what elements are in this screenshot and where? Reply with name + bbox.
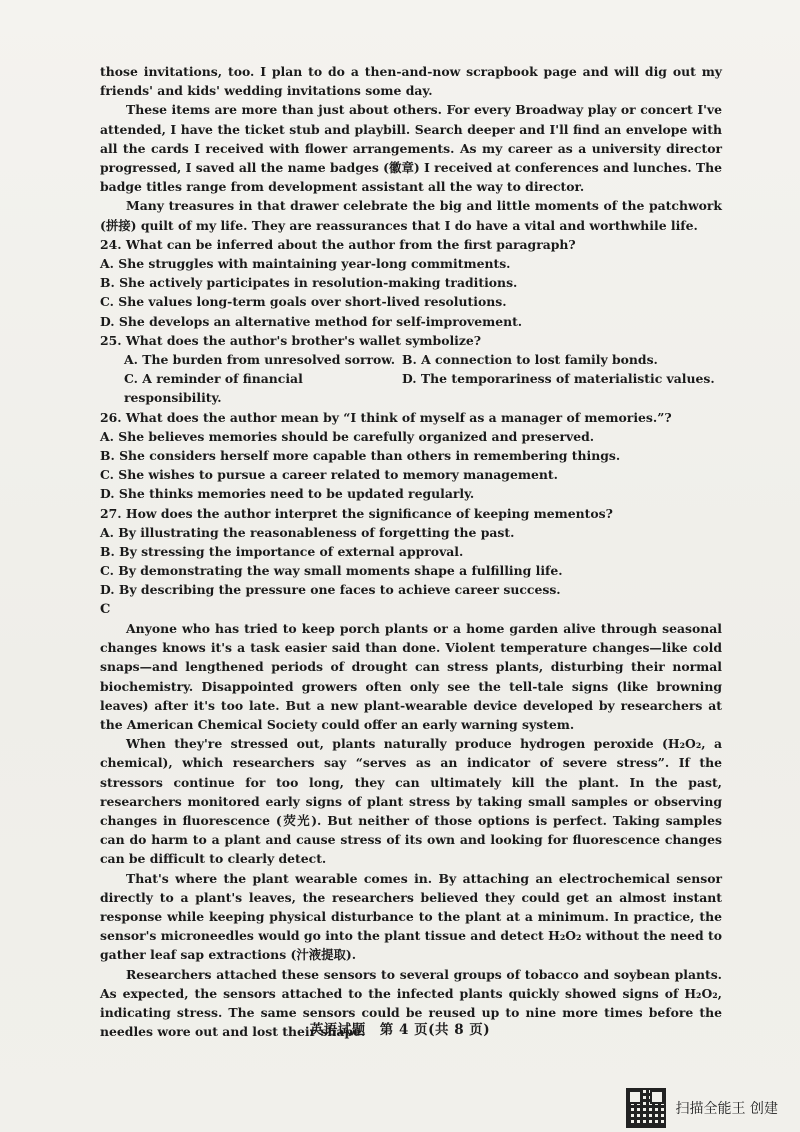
option-c: C. By demonstrating the way small moments shape a fulfilling life. [100, 563, 563, 579]
question-26 [100, 408, 722, 504]
option-b: B. She considers herself more capable than others in remembering things. [100, 448, 621, 464]
option-a: A. By illustrating the reasonableness of forgetting the past. [100, 524, 515, 540]
option-a: A. She believes memories should be carefully organized and preserved. [100, 428, 595, 444]
question-stem: 24. What can be inferred about the author from the first paragraph? [100, 236, 576, 252]
page-content [100, 62, 722, 1041]
option-a: A. The burden from unresolved sorrow. [124, 352, 396, 368]
question-25 [100, 331, 722, 408]
question-stem: 26. What does the author mean by “I think of myself as a manager of memories.”? [100, 409, 672, 425]
option-c: C. A reminder of financial responsibility. [124, 371, 303, 406]
passage-c-paragraph-2: When they're stressed out, plants naturally produce hydrogen peroxide (H₂O₂, a chemical), which researchers say “serves as an indicator of severe stress”. If the stressors continue for too long, they can ultimately kill the plant. In the past, researchers monitored early signs of plant stress by taking small samples or observing changes in fluorescence (荧光). But neither of those options is perfect. Taking samples can do harm to a plant and cause stress of its own and looking for fluorescence changes can be difficult to clearly detect. [100, 736, 722, 867]
passage-b-paragraph-1: those invitations, too. I plan to do a then-and-now scrapbook page and will dig out my friends' and kids' wedding invitations some day. [100, 64, 722, 99]
scanner-watermark [626, 1088, 778, 1128]
passage-b-paragraph-2: These items are more than just about others. For every Broadway play or concert I've attended, I have the ticket stub and playbill. Search deeper and I'll find an envelope with all the cards I received with flower arrangements. As my career as a university director progressed, I saved all the name badges (徽章) I received at conferences and lunches. The badge titles range from development assistant all the way to director. [100, 102, 722, 195]
option-d: D. She develops an alternative method for self-improvement. [100, 313, 523, 329]
watermark-text: 扫描全能王 创建 [675, 1101, 778, 1117]
option-c: C. She wishes to pursue a career related to memory management. [100, 467, 558, 483]
question-stem: 27. How does the author interpret the significance of keeping mementos? [100, 505, 613, 521]
passage-c-paragraph-1: Anyone who has tried to keep porch plants or a home garden alive through seasonal changes knows it's a task easier said than done. Violent temperature changes—like cold snaps—and lengthened periods of drought can stress plants, disturbing their normal biochemistry. Disappointed growers often only see the tell-tale signs (like browning leaves) after it's too late. But a new plant-wearable device developed by researchers at the American Chemical Society could offer an early warning system. [100, 620, 722, 732]
passage-b-paragraph-3: Many treasures in that drawer celebrate the big and little moments of the patchwork (拼接) quilt of my life. They are reassurances that I do have a vital and worthwhile life. [100, 198, 722, 233]
passage-c-paragraph-4: Researchers attached these sensors to several groups of tobacco and soybean plants. As expected, the sensors attached to the infected plants quickly showed signs of H₂O₂, indicating stress. The same sensors could be reused up to nine more times before the needles wore out and lost their shape. [100, 966, 722, 1040]
passage-c-paragraph-3: That's where the plant wearable comes in. By attaching an electrochemical sensor directly to a plant's leaves, the researchers believed they could get an almost instant response while keeping physical disturbance to the plant at a minimum. In practice, the sensor's microneedles would go into the plant tissue and detect H₂O₂ without the need to gather leaf sap extractions (汁液提取). [100, 870, 722, 963]
option-row [124, 350, 722, 369]
question-stem: 25. What does the author's brother's wallet symbolize? [100, 332, 482, 348]
option-d: D. She thinks memories need to be updated regularly. [100, 486, 475, 502]
option-d: D. The temporariness of materialistic values. [402, 371, 715, 387]
option-c: C. She values long-term goals over short-lived resolutions. [100, 294, 507, 310]
qr-code-icon [626, 1088, 666, 1128]
option-d: D. By describing the pressure one faces to achieve career success. [100, 582, 561, 598]
option-b: B. She actively participates in resolution-making traditions. [100, 275, 518, 291]
question-24 [100, 235, 722, 331]
section-heading-c: C [100, 601, 111, 617]
option-b: B. A connection to lost family bonds. [402, 352, 658, 368]
page-footer: 英语试题 第 4 页(共 8 页) [309, 1022, 491, 1038]
question-27 [100, 504, 722, 600]
option-row [124, 369, 722, 407]
option-b: B. By stressing the importance of external approval. [100, 544, 464, 560]
option-a: A. She struggles with maintaining year-long commitments. [100, 256, 511, 272]
